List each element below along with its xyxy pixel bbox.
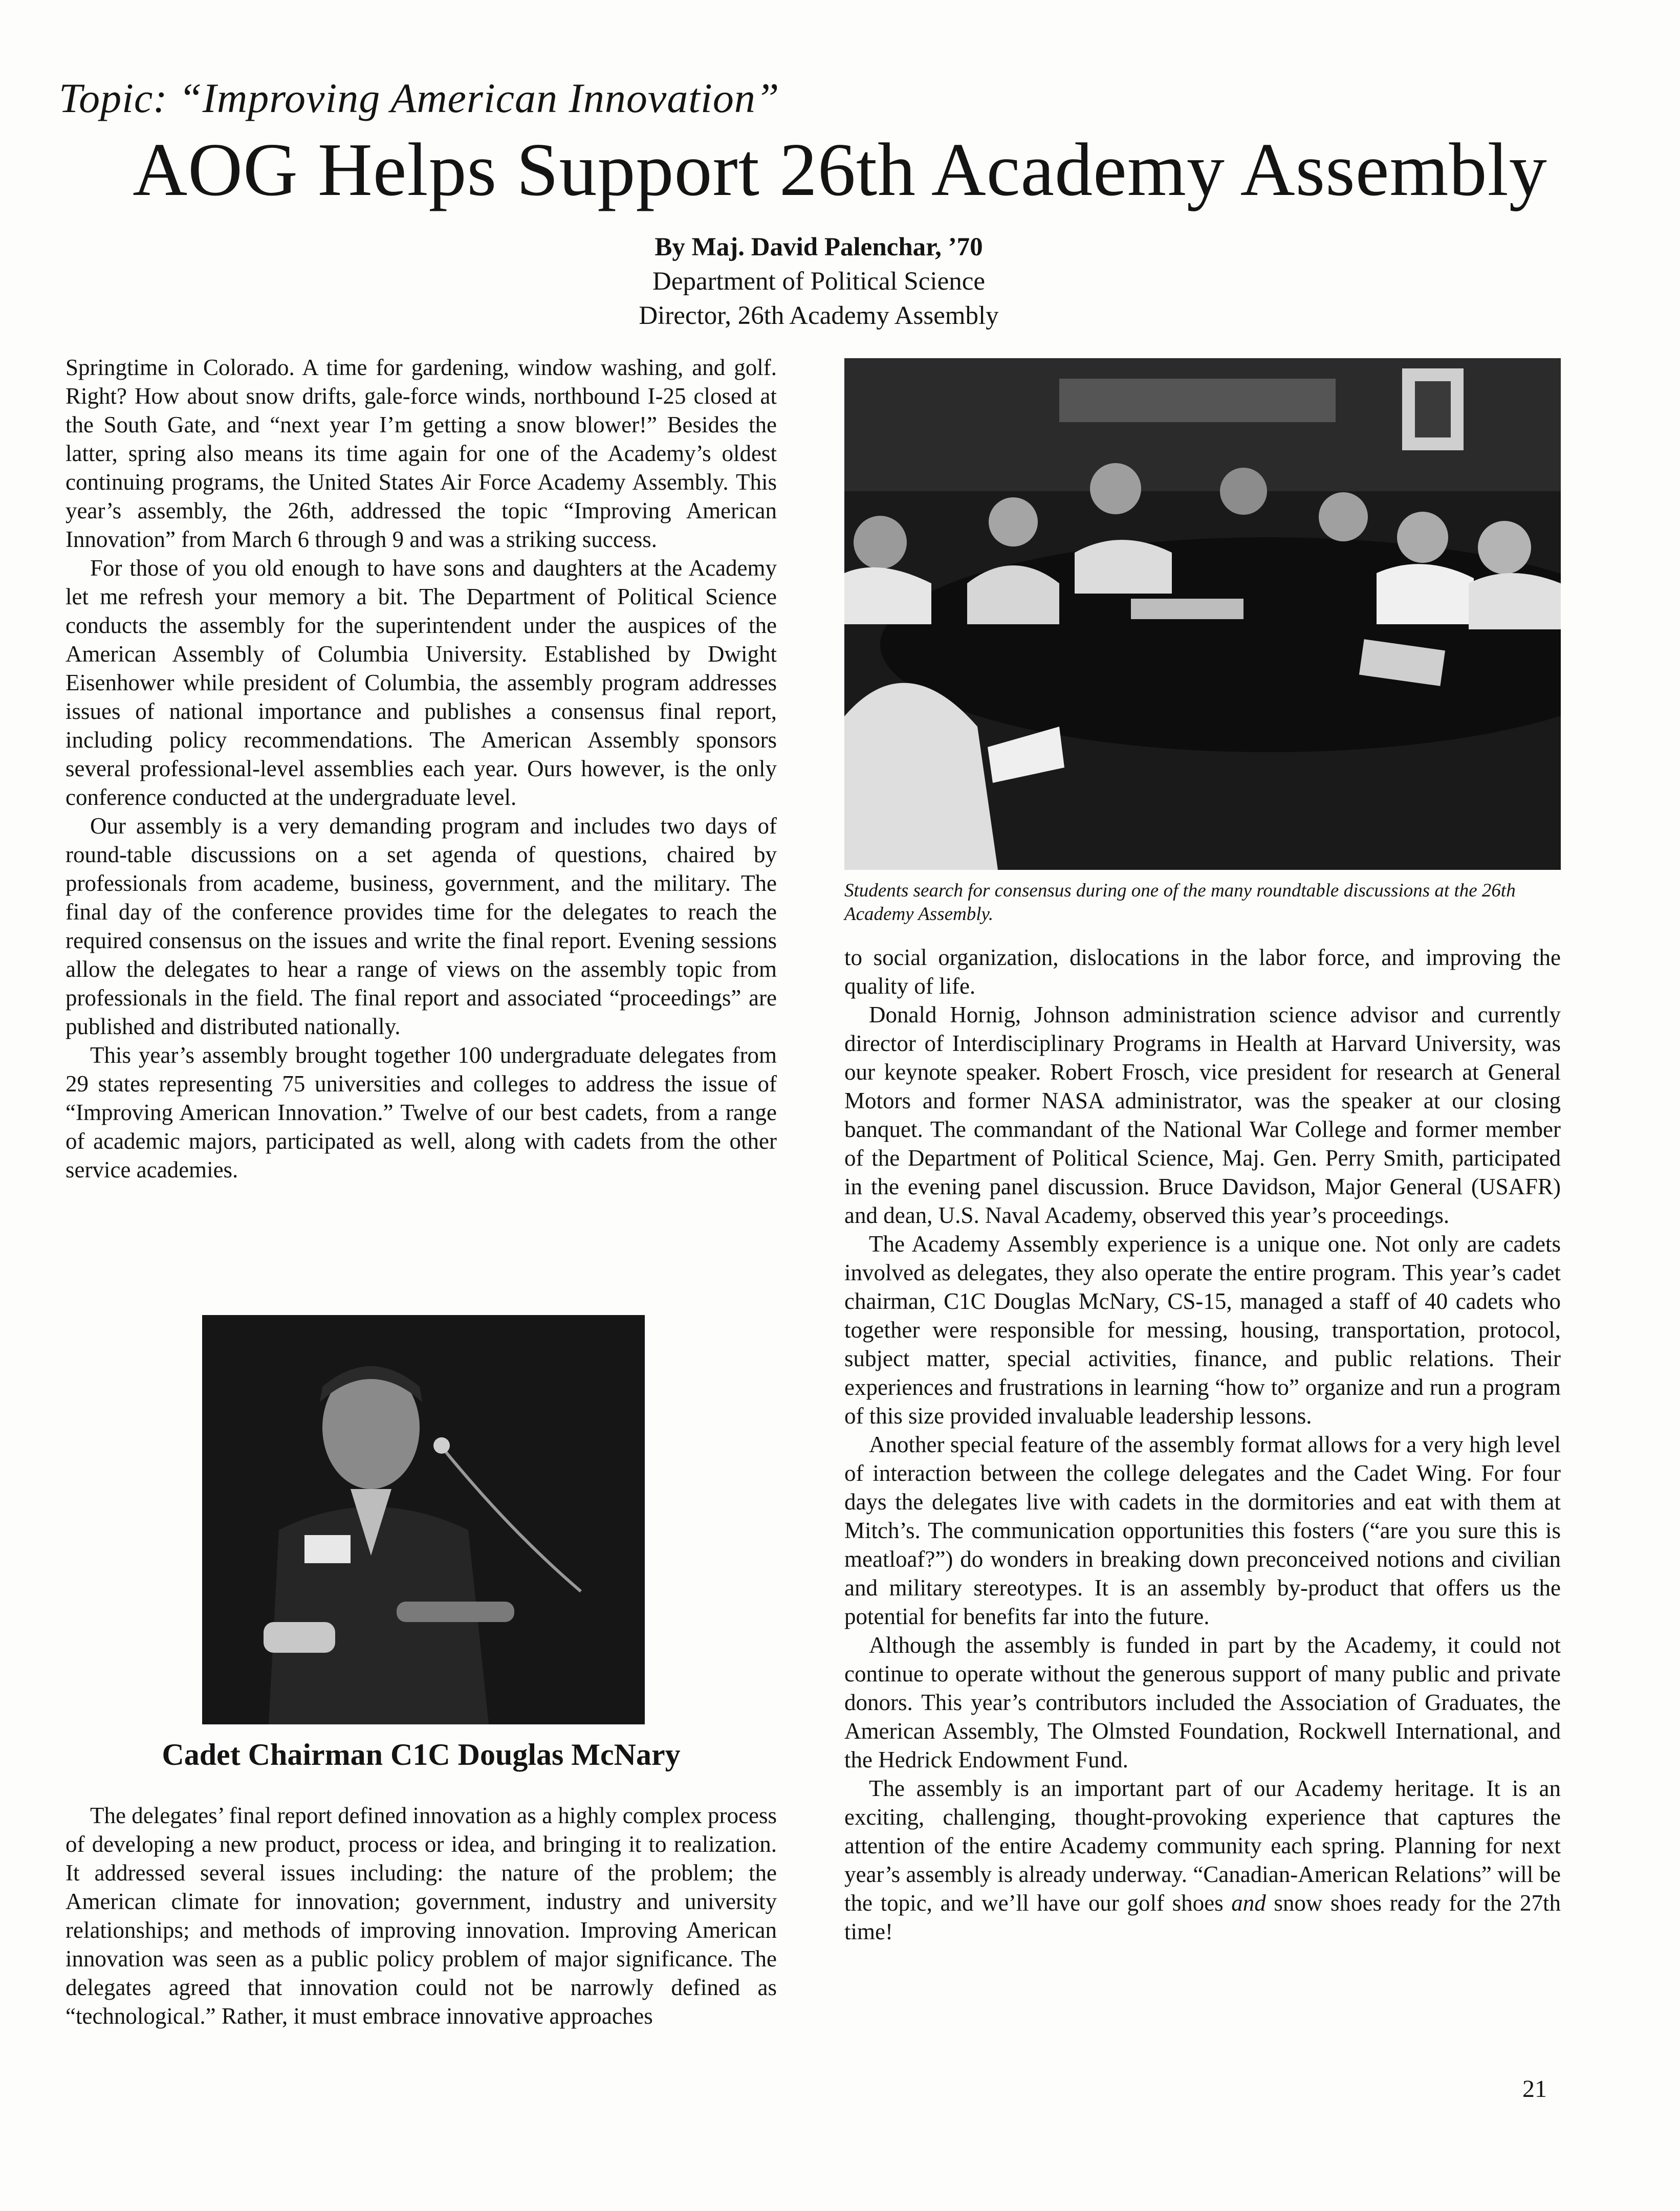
paragraph: For those of you old enough to have sons and daughters at the Academy let me refresh your memory a bit. The Department of Political Science conducts the assembly for the superintendent under the auspices of the American Assembly of Columbia University. Established by Dwight Eisenhower while president of Columbia, the assembly program addresses issues of national importance and publishes a consensus final report, including policy recommendations. The American Assembly sponsors several professional-level assemblies each year. Ours however, is the only conference conducted at the undergraduate level.	[66, 555, 777, 810]
byline-role: Director, 26th Academy Assembly	[639, 301, 999, 330]
paragraph: Our assembly is a very demanding program and includes two days of round-table discussions on a set agenda of questions, chaired by professionals from academe, business, government, and the military. The final day of the conference provides time for the delegates to reach the required consensus on the issues and write the final report. Evening sessions allow the delegates to hear a range of views on the assembly topic from professionals in the field. The final report and associated “proceedings” are published and distributed nationally.	[66, 813, 777, 1039]
closing-emphasis: and	[1231, 1890, 1266, 1916]
byline-department: Department of Political Science	[652, 267, 986, 296]
chairman-photo	[202, 1315, 645, 1724]
paragraph: The Academy Assembly experience is a unique one. Not only are cadets involved as delegates, they also operate the entire program. This year’s cadet chairman, C1C Douglas McNary, CS-15, managed a staff of 40 cadets who together were responsible for messing, housing, transportation, protocol, subject matter, special activities, finance, and public relations. Their experiences and frustrations in learning “how to” organize and run a program of this size provided invaluable leadership lessons.	[844, 1231, 1561, 1429]
right-column	[844, 943, 1561, 1946]
left-column-top	[66, 353, 777, 1184]
byline-author: By Maj. David Palenchar, ’70	[654, 233, 983, 261]
paragraph: The delegates’ final report defined innovation as a highly complex process of developing a new product, process or idea, and bringing it to realization. It addressed several issues including: the nature of the problem; the American climate for innovation; government, industry and university relationships; and methods of improving innovation. Improving American innovation was seen as a public policy problem of major significance. The delegates agreed that innovation could not be narrowly defined as “technological.” Rather, it must embrace innovative approaches	[66, 1803, 777, 2029]
topic-line: Topic: “Improving American Innovation”	[59, 75, 780, 121]
page-number: 21	[1522, 2075, 1547, 2103]
paragraph: Another special feature of the assembly format allows for a very high level of interaction between the college delegates and the Cadet Wing. For four days the delegates live with cadets in the dormitories and eat with them at Mitch’s. The communication opportunities this fosters (“are you sure this is meatloaf?”) do wonders in breaking down preconceived notions and civilian and military stereotypes. It is an assembly by-product that offers us the potential for benefits far into the future.	[844, 1432, 1561, 1629]
paragraph: This year’s assembly brought together 100 undergraduate delegates from 29 states representing 75 universities and colleges to address the issue of “Improving American Innovation.” Twelve of our best cadets, from a range of academic majors, participated as well, along with cadets from the other service academies.	[66, 1042, 777, 1183]
roundtable-photo	[844, 358, 1561, 870]
byline	[461, 230, 1177, 333]
paragraph: Although the assembly is funded in part by the Academy, it could not continue to operate without the generous support of many public and private donors. This year’s contributors included the Association of Graduates, the American Assembly, The Olmsted Foundation, Rockwell International, and the Hedrick Endowment Fund.	[844, 1632, 1561, 1772]
paragraph: Donald Hornig, Johnson administration science advisor and currently director of Interdisciplinary Programs in Health at Harvard University, was our keynote speaker. Robert Frosch, vice president for research at General Motors and former NASA administrator, was the speaker at our closing banquet. The commandant of the National War College and former member of the Department of Political Science, Maj. Gen. Perry Smith, participated in the evening panel discussion. Bruce Davidson, Major General (USAFR) and dean, U.S. Naval Academy, observed this year’s proceedings.	[844, 1002, 1561, 1228]
left-column-bottom	[66, 1801, 777, 2030]
closing-text-after: snow shoes ready for the 27th time!	[844, 1890, 1561, 1944]
closing-text-before: The assembly is an important part of our Academy heritage. It is an exciting, challenging, thought-provoking experience that captures the attention of the entire Academy community each spring. Planning for next year’s assembly is already underway. “Canadian-American Relations” will be the topic, and we’ll have our golf shoes	[844, 1776, 1561, 1916]
paragraph: to social organization, dislocations in the labor force, and improving the quality of life.	[844, 945, 1561, 999]
chairman-photo-caption: Cadet Chairman C1C Douglas McNary	[162, 1738, 681, 1771]
headline: AOG Helps Support 26th Academy Assembly	[133, 128, 1547, 212]
roundtable-photo-caption: Students search for consensus during one of the many roundtable discussions at the 26th Academy Assembly.	[844, 880, 1516, 925]
closing-paragraph	[844, 1774, 1561, 1946]
paragraph: Springtime in Colorado. A time for gardening, window washing, and golf. Right? How about snow drifts, gale-force winds, northbound I-25 closed at the South Gate, and “next year I’m getting a snow blower!” Besides the latter, spring also means its time again for one of the Academy’s oldest continuing programs, the United States Air Force Academy Assembly. This year’s assembly, the 26th, addressed the topic “Improving American Innovation” from March 6 through 9 and was a striking success.	[66, 355, 777, 552]
